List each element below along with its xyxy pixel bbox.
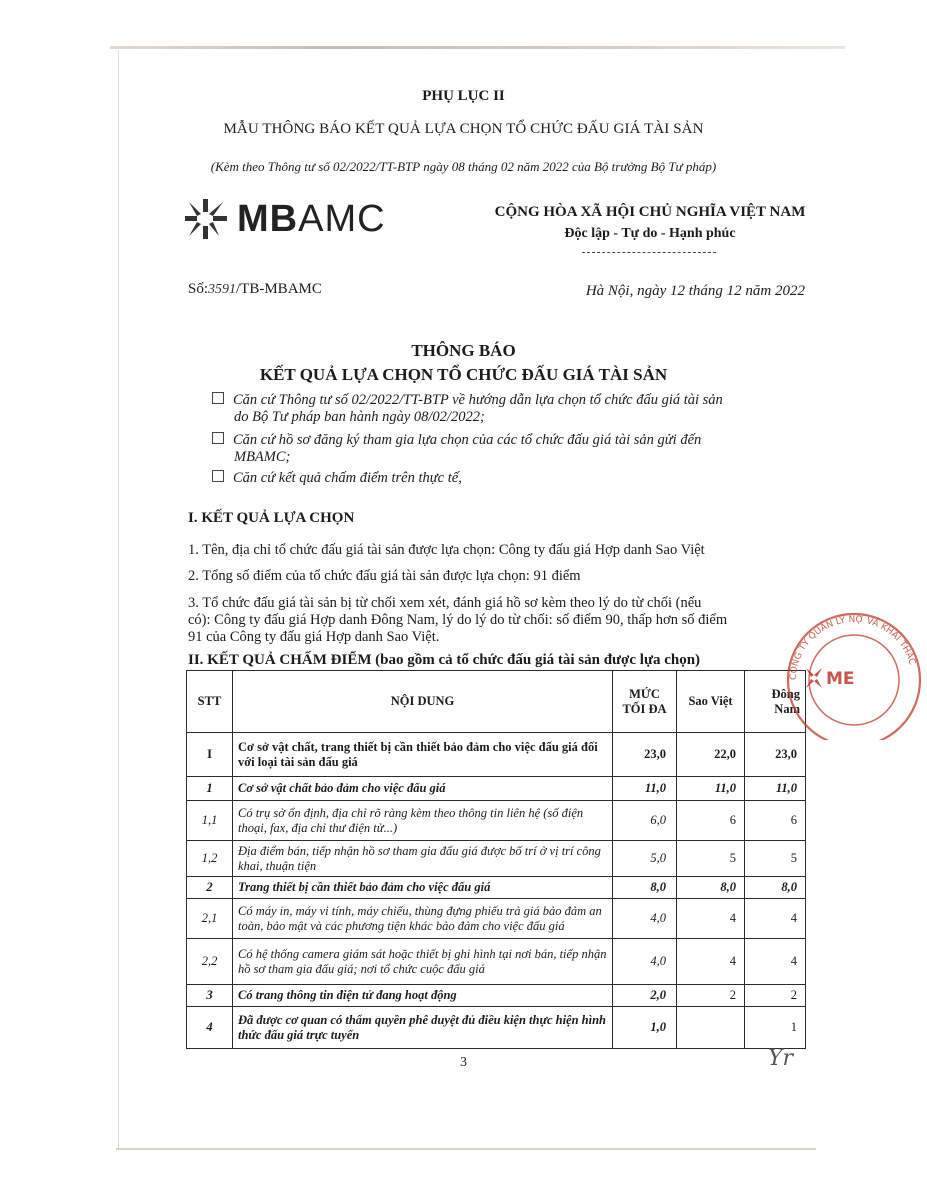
section-2-note: (bao gồm cả tổ chức đấu giá tài sản được lựa chọn) [375, 652, 701, 668]
checkbox-icon [212, 470, 224, 482]
section-2-title: II. KẾT QUẢ CHẤM ĐIỂM [188, 652, 372, 668]
scan-bottom-edge [116, 1148, 816, 1150]
table-header-row [187, 671, 806, 733]
section-1-heading: I. KẾT QUẢ LỰA CHỌN [188, 510, 355, 526]
appendix-subtitle: MẪU THÔNG BÁO KẾT QUẢ LỰA CHỌN TỔ CHỨC ĐẤU GIÁ TÀI SẢN [223, 121, 704, 137]
logo-bold-text: MB [237, 197, 299, 240]
number-handwritten: 3591 [208, 282, 237, 297]
company-seal [776, 610, 926, 740]
nation-title: CỘNG HÒA XÃ HỘI CHỦ NGHĨA VIỆT NAM [494, 204, 806, 220]
table-row: 4 Đã được cơ quan có thẩm quyền phê duyệt đủ điều kiện thực hiện hình thức đấu giá trực tuyến 1,0 1 [187, 1007, 806, 1049]
place-date: Hà Nội, ngày 12 tháng 12 năm 2022 [585, 283, 805, 299]
result-item-3-line: 3. Tổ chức đấu giá tài sản bị từ chối xem xét, đánh giá hồ sơ kèm theo lý do từ chối (nếu [188, 595, 702, 611]
header-stt: STT [187, 671, 233, 733]
seal-center-text: ME [826, 669, 855, 689]
motto-underline [582, 252, 716, 253]
basis-line: MBAMC; [234, 449, 291, 465]
mbamc-star-icon [183, 196, 229, 242]
logo-light-text: AMC [298, 197, 386, 240]
table-row: 2,1 Có máy in, máy vi tính, máy chiếu, thùng đựng phiếu trả giá bảo đảm an toàn, bảo mật và các phương tiện khác bảo đảm cho việc đấu giá 4,0 4 4 [187, 899, 806, 939]
page-number: 3 [460, 1055, 467, 1070]
checkbox-icon [212, 392, 224, 404]
number-label: Số: [188, 281, 209, 297]
basis-item [212, 392, 772, 426]
result-item-2: 2. Tổng số điểm của tổ chức đấu giá tài sản được lựa chọn: 91 điểm [188, 568, 581, 584]
document-number [188, 281, 322, 298]
seal-icon [776, 610, 926, 740]
national-motto: Độc lập - Tự do - Hạnh phúc [564, 226, 736, 241]
basis-item [212, 470, 772, 487]
handwritten-initials: Yr [768, 1046, 794, 1071]
basis-item [212, 432, 772, 466]
scoring-table [186, 670, 806, 1049]
table-row: 3 Có trang thông tin điện tử đang hoạt động 2,0 2 2 [187, 985, 806, 1007]
appendix-attached-note: (Kèm theo Thông tư số 02/2022/TT-BTP ngày 08 tháng 02 năm 2022 của Bộ trưởng Bộ Tư pháp) [210, 159, 717, 174]
notice-title: THÔNG BÁO [411, 341, 516, 360]
header-max: MỨC TỐI ĐA [613, 671, 677, 733]
section-2-heading [188, 652, 700, 669]
table-row: 2,2 Có hệ thống camera giám sát hoặc thiết bị ghi hình tại nơi bán, tiếp nhận hồ sơ tham gia đấu giá; nơi tổ chức cuộc đấu giá 4,0 4 4 [187, 939, 806, 985]
table-row: 1,2 Địa điểm bán, tiếp nhận hồ sơ tham gia đấu giá được bố trí ở vị trí công khai, thuận tiện 5,0 5 5 [187, 841, 806, 877]
result-item-3-line: có): Công ty đấu giá Hợp danh Đông Nam, lý do lý do từ chối: số điểm 90, thấp hơn số điểm [188, 612, 728, 628]
mbamc-logo [183, 196, 386, 242]
header-dong-nam: Đông Nam [745, 671, 806, 733]
result-item-3-line: 91 của Công ty đấu giá Hợp danh Sao Việt. [188, 629, 440, 645]
scan-side-edge [118, 50, 119, 1150]
scan-top-edge [110, 46, 845, 49]
result-item-3 [188, 595, 758, 646]
basis-line: Căn cứ Thông tư số 02/2022/TT-BTP về hướng dẫn lựa chọn tổ chức đấu giá tài sản [233, 392, 723, 408]
svg-text:CÔNG TY QUẢN LÝ NỢ VÀ KHAI THÁ: CÔNG TY QUẢN LÝ NỢ VÀ KHAI THÁC [788, 614, 917, 681]
header-content: NỘI DUNG [233, 671, 613, 733]
table-row: 2 Trang thiết bị cần thiết bảo đảm cho việc đấu giá 8,0 8,0 8,0 [187, 877, 806, 899]
appendix-title: PHỤ LỤC II [422, 88, 505, 104]
basis-line: Căn cứ kết quả chấm điểm trên thực tế, [233, 470, 462, 486]
checkbox-icon [212, 432, 224, 444]
number-suffix: /TB-MBAMC [236, 281, 322, 297]
basis-line: Căn cứ hồ sơ đăng ký tham gia lựa chọn của các tổ chức đấu giá tài sản gửi đến [233, 432, 702, 448]
basis-line: do Bộ Tư pháp ban hành ngày 08/02/2022; [234, 409, 485, 425]
result-item-1: 1. Tên, địa chỉ tổ chức đấu giá tài sản được lựa chọn: Công ty đấu giá Hợp danh Sao Việt [188, 542, 705, 558]
header-sao-viet: Sao Việt [677, 671, 745, 733]
table-row: I Cơ sở vật chất, trang thiết bị cần thiết bảo đảm cho việc đấu giá đối với loại tài sản đấu giá 23,0 22,0 23,0 [187, 733, 806, 777]
notice-subtitle: KẾT QUẢ LỰA CHỌN TỔ CHỨC ĐẤU GIÁ TÀI SẢN [259, 365, 668, 384]
table-row: 1,1 Có trụ sở ổn định, địa chỉ rõ ràng kèm theo thông tin liên hệ (số điện thoại, fax, địa chỉ thư điện tử...) 6,0 6 6 [187, 801, 806, 841]
table-row: 1 Cơ sở vật chất bảo đảm cho việc đấu giá 11,0 11,0 11,0 [187, 777, 806, 801]
